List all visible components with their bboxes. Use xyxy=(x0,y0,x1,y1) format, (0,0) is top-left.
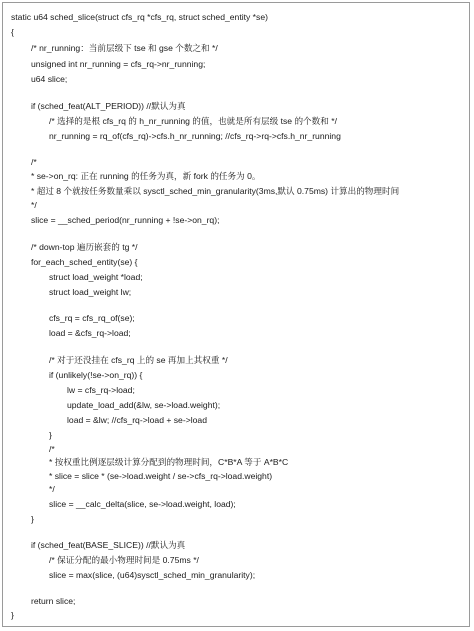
code-line: return slice; xyxy=(31,596,76,606)
code-line: nr_running = rq_of(cfs_rq)->cfs.h_nr_running; //cfs_rq->rq->cfs.h_nr_running xyxy=(49,131,341,141)
code-line: static u64 sched_slice(struct cfs_rq *cfs_rq, struct sched_entity *se) xyxy=(11,12,268,22)
code-comment: /* 保证分配的最小物理时间是 0.75ms */ xyxy=(49,555,199,565)
code-line: for_each_sched_entity(se) { xyxy=(31,257,138,267)
code-comment: /* 选择的是根 cfs_rq 的 h_nr_running 的值，也就是所有层级 tse 的个数和 */ xyxy=(49,116,337,126)
code-comment: /* 对于还没挂在 cfs_rq 上的 se 再加上其权重 */ xyxy=(49,355,228,365)
code-line: } xyxy=(31,514,34,524)
code-line: slice = max(slice, (u64)sysctl_sched_min_granularity); xyxy=(49,570,256,580)
code-line: load = &lw; //cfs_rq->load + se->load xyxy=(67,415,207,425)
code-line: lw = cfs_rq->load; xyxy=(67,385,135,395)
code-comment: */ xyxy=(49,484,55,494)
code-line: struct load_weight *load; xyxy=(49,272,143,282)
code-comment: * 超过 8 个就按任务数量乘以 sysctl_sched_min_granularity(3ms,默认 0.75ms) 计算出的物理时间 xyxy=(31,186,400,196)
code-line: u64 slice; xyxy=(31,74,68,84)
code-comment: /* xyxy=(31,157,37,167)
code-line: { xyxy=(11,27,14,37)
code-comment: /* nr_running：当前层级下 tse 和 gse 个数之和 */ xyxy=(31,43,218,53)
code-line: load = &cfs_rq->load; xyxy=(49,328,131,338)
code-line: } xyxy=(49,430,52,440)
code-line: slice = __sched_period(nr_running + !se->on_rq); xyxy=(31,215,220,225)
code-line: cfs_rq = cfs_rq_of(se); xyxy=(49,313,135,323)
code-line: if (unlikely(!se->on_rq)) { xyxy=(49,370,143,380)
code-line: struct load_weight lw; xyxy=(49,287,132,297)
code-comment: * 按权重比例逐层级计算分配到的物理时间，C*B*A 等于 A*B*C xyxy=(49,457,289,467)
code-line: if (sched_feat(ALT_PERIOD)) //默认为真 xyxy=(31,101,186,111)
code-comment: * slice = slice * (se->load.weight / se->cfs_rq->load.weight) xyxy=(49,471,273,481)
code-frame xyxy=(2,2,470,627)
code-line: slice = __calc_delta(slice, se->load.weight, load); xyxy=(49,499,236,509)
code-line: update_load_add(&lw, se->load.weight); xyxy=(67,400,221,410)
code-comment: /* xyxy=(49,444,55,454)
code-comment: * se->on_rq: 正在 running 的任务为真，新 fork 的任务为 0。 xyxy=(31,171,261,181)
code-line: if (sched_feat(BASE_SLICE)) //默认为真 xyxy=(31,540,186,550)
code-line: } xyxy=(11,610,14,620)
code-line: unsigned int nr_running = cfs_rq->nr_running; xyxy=(31,59,206,69)
code-comment: */ xyxy=(31,200,37,210)
code-comment: /* down-top 遍历嵌套的 tg */ xyxy=(31,242,138,252)
